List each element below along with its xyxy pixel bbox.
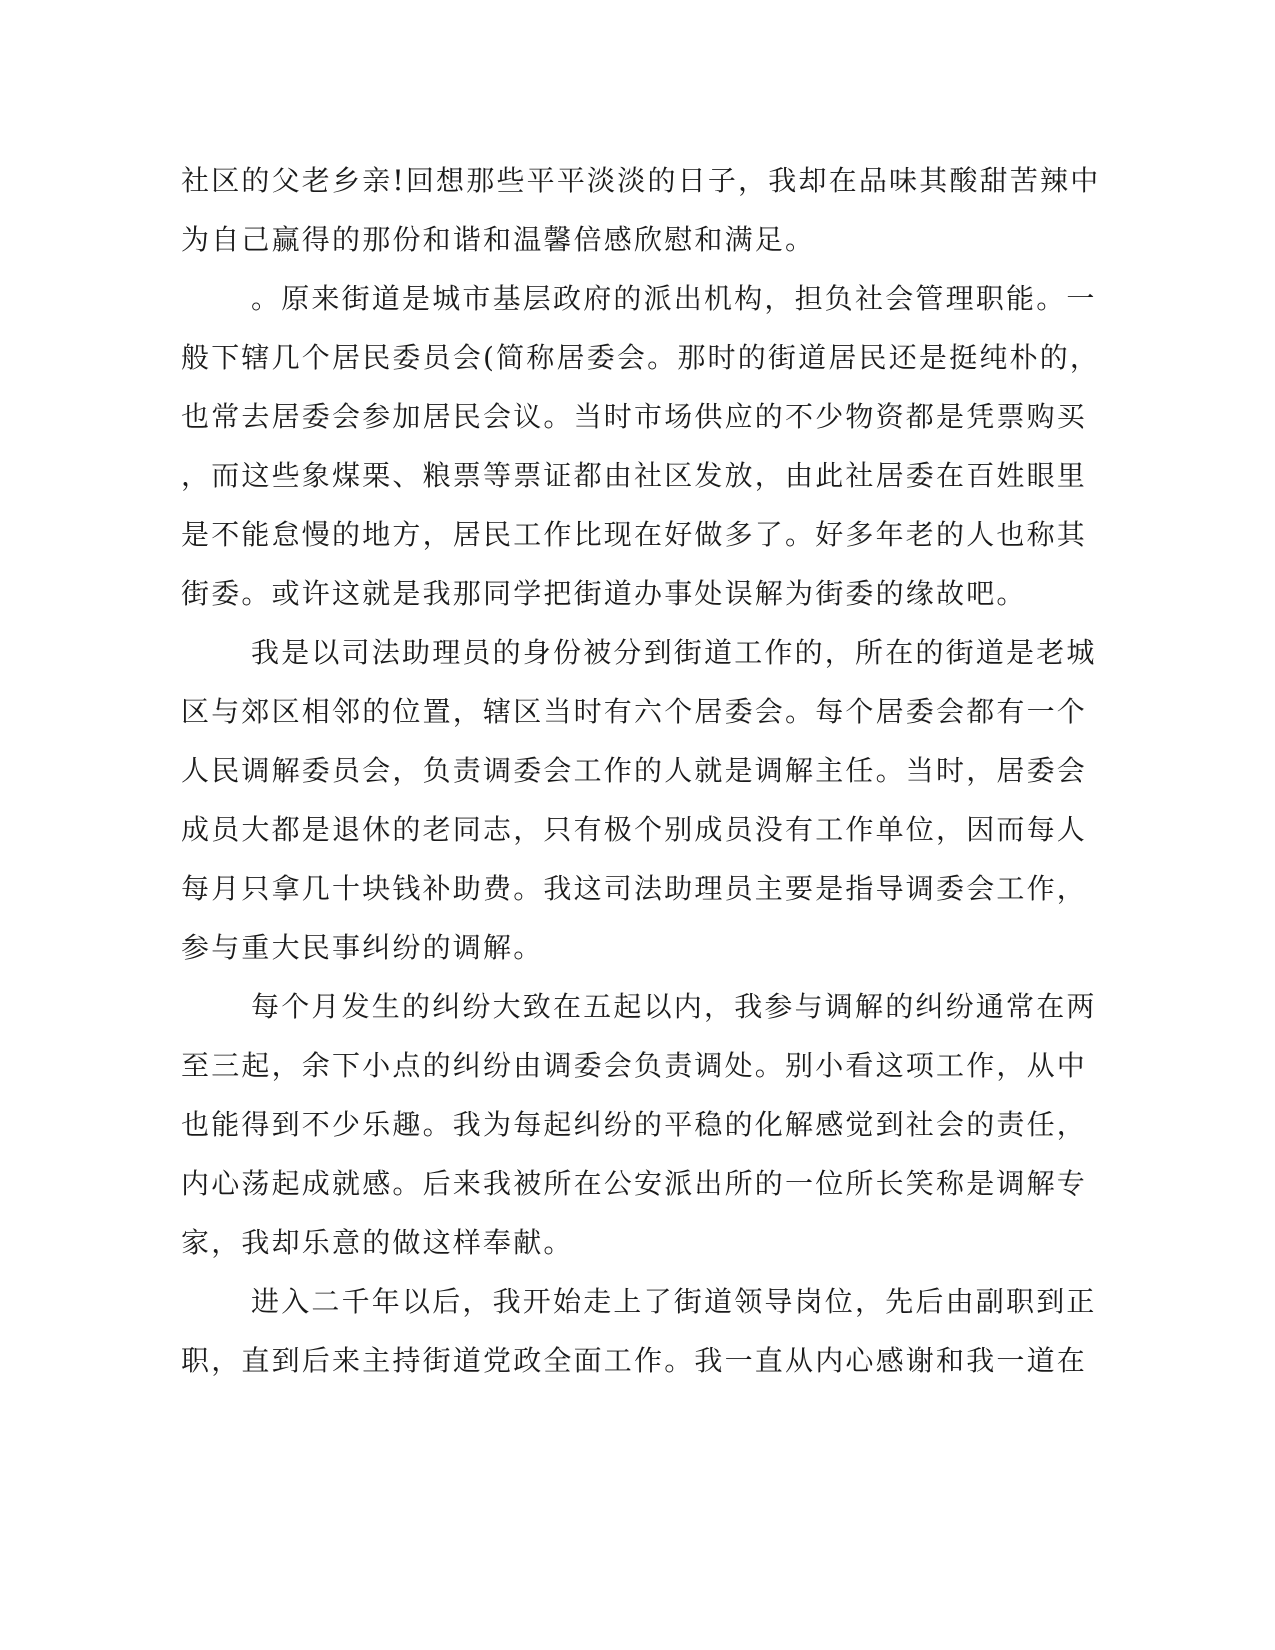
text-line: 人民调解委员会，负责调委会工作的人就是调解主任。当时，居委会 (181, 754, 1088, 787)
text-line: 家，我却乐意的做这样奉献。 (181, 1226, 574, 1259)
text-line: 般下辖几个居民委员会(简称居委会。那时的街道居民还是挺纯朴的， (181, 341, 1101, 374)
paragraph-first-line: 每个月发生的纠纷大致在五起以内，我参与调解的纠纷通常在两 (251, 990, 1097, 1023)
text-line: ，而这些象煤栗、粮票等票证都由社区发放，由此社居委在百姓眼里 (181, 459, 1088, 492)
text-line: 也常去居委会参加居民会议。当时市场供应的不少物资都是凭票购买 (181, 400, 1088, 433)
text-line: 成员大都是退休的老同志，只有极个别成员没有工作单位，因而每人 (181, 813, 1088, 846)
text-line: 社区的父老乡亲!回想那些平平淡淡的日子，我却在品味其酸甜苦辣中 (181, 164, 1101, 197)
text-line: 为自己赢得的那份和谐和温馨倍感欣慰和满足。 (181, 223, 816, 256)
text-line: 职，直到后来主持街道党政全面工作。我一直从内心感谢和我一道在 (181, 1344, 1088, 1377)
paragraph-first-line: 。原来街道是城市基层政府的派出机构，担负社会管理职能。一 (251, 282, 1097, 315)
text-line: 参与重大民事纠纷的调解。 (181, 931, 544, 964)
text-line: 内心荡起成就感。后来我被所在公安派出所的一位所长笑称是调解专 (181, 1167, 1088, 1200)
text-line: 至三起，余下小点的纠纷由调委会负责调处。别小看这项工作，从中 (181, 1049, 1088, 1082)
text-line: 街委。或许这就是我那同学把街道办事处误解为街委的缘故吧。 (181, 577, 1027, 610)
text-line: 是不能怠慢的地方，居民工作比现在好做多了。好多年老的人也称其 (181, 518, 1088, 551)
text-line: 也能得到不少乐趣。我为每起纠纷的平稳的化解感觉到社会的责任， (181, 1108, 1088, 1141)
paragraph-first-line: 我是以司法助理员的身份被分到街道工作的，所在的街道是老城 (251, 636, 1097, 669)
text-line: 区与郊区相邻的位置，辖区当时有六个居委会。每个居委会都有一个 (181, 695, 1088, 728)
paragraph-first-line: 进入二千年以后，我开始走上了街道领导岗位，先后由副职到正 (251, 1285, 1097, 1318)
text-line: 每月只拿几十块钱补助费。我这司法助理员主要是指导调委会工作， (181, 872, 1088, 905)
